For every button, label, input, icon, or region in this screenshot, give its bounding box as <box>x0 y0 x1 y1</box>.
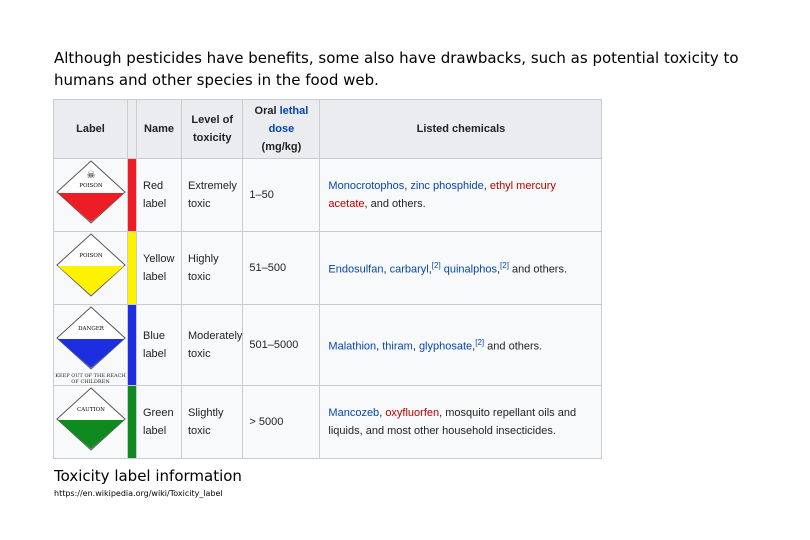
lethal-dose-value: 501–5000 <box>243 305 320 386</box>
chemical-link[interactable]: Malathion <box>328 340 377 353</box>
toxicity-diamond-icon <box>55 386 127 452</box>
label-name: Green label <box>137 386 182 459</box>
chemical-text: and others. <box>484 340 543 353</box>
header-label: Label <box>54 100 128 159</box>
chemical-text: , <box>404 180 411 192</box>
table-row <box>54 305 602 386</box>
chemical-link[interactable]: Monocrotophos <box>328 180 405 192</box>
toxicity-diamond-icon <box>55 159 127 225</box>
caption: Toxicity label information <box>54 467 242 485</box>
header-dose <box>243 100 320 159</box>
header-chemicals: Listed chemicals <box>320 100 602 159</box>
color-stripe <box>128 159 137 232</box>
label-name: Blue label <box>137 305 182 386</box>
chemical-link[interactable]: zinc phosphide <box>410 180 484 192</box>
chemical-text: , <box>412 340 419 353</box>
toxicity-level: Highly toxic <box>182 232 243 305</box>
table-header-row <box>54 100 602 159</box>
diamond-color-fill <box>58 420 124 449</box>
table-row <box>54 386 602 459</box>
citation-link[interactable]: [2] <box>431 261 441 271</box>
chemical-text: and others. <box>508 263 568 276</box>
chemical-link[interactable]: carbaryl <box>389 263 429 276</box>
listed-chemicals <box>320 232 602 305</box>
header-level: Level of toxicity <box>182 100 243 159</box>
diamond-color-fill <box>58 266 124 295</box>
toxicity-level: Moderately toxic <box>182 305 243 386</box>
intro-paragraph: Although pesticides have benefits, some also have drawbacks, such as potential toxicity to humans and other species in the food web. <box>54 49 739 89</box>
chemical-link[interactable]: quinalphos <box>443 263 497 276</box>
header-name: Name <box>137 100 182 159</box>
label-cell <box>54 159 128 232</box>
diamond-label-text: POISON <box>78 253 103 259</box>
diamond-note: KEEP OUT OF THE REACH OF CHILDREN <box>55 373 126 385</box>
diamond-color-fill <box>58 193 124 222</box>
header-dose-unit: (mg/kg) <box>261 141 302 153</box>
table-row <box>54 159 602 232</box>
header-dose-prefix: Oral <box>254 105 280 117</box>
chemical-link[interactable]: Endosulfan <box>328 263 384 276</box>
toxicity-level: Extremely toxic <box>182 159 243 232</box>
header-stripe <box>128 100 137 159</box>
chemical-text: , and others. <box>364 198 426 210</box>
diamond-label-text: DANGER <box>77 326 104 332</box>
toxicity-level: Slightly toxic <box>182 386 243 459</box>
listed-chemicals <box>320 386 602 459</box>
label-cell <box>54 305 128 386</box>
lethal-dose-value: 51–500 <box>243 232 320 305</box>
label-cell <box>54 232 128 305</box>
listed-chemicals <box>320 159 602 232</box>
diamond-label-text: CAUTION <box>76 407 105 413</box>
chemical-text: , <box>383 263 390 276</box>
source-url[interactable]: https://en.wikipedia.org/wiki/Toxicity_label <box>54 489 223 498</box>
lethal-dose-link[interactable]: lethal dose <box>268 105 309 135</box>
chemical-text: , <box>376 340 383 353</box>
chemical-link[interactable]: oxyfluorfen <box>385 407 440 419</box>
chemical-text: , <box>379 407 386 419</box>
toxicity-table <box>53 99 602 459</box>
label-cell <box>54 386 128 459</box>
citation-link[interactable]: [2] <box>500 261 509 271</box>
chemical-link[interactable]: Mancozeb <box>328 407 380 419</box>
chemical-link[interactable]: ethyl mercury acetate <box>328 180 556 210</box>
chemical-text: , <box>472 340 476 353</box>
color-stripe <box>128 232 137 305</box>
chemical-text: , <box>428 263 432 276</box>
diamond-label-text: POISON <box>78 183 103 189</box>
color-stripe <box>128 305 137 386</box>
diamond-color-fill <box>58 339 124 368</box>
label-name: Yellow label <box>137 232 182 305</box>
chemical-link[interactable]: thiram <box>382 340 413 353</box>
chemical-text: , mosquito repellant oils and liquids, and most other household insecticides. <box>328 407 577 437</box>
label-name: Red label <box>137 159 182 232</box>
listed-chemicals <box>320 305 602 386</box>
lethal-dose-value: 1–50 <box>243 159 320 232</box>
skull-crossbones-icon: ☠ <box>86 170 95 181</box>
chemical-text: , <box>496 263 501 276</box>
toxicity-diamond-icon <box>55 232 127 298</box>
citation-link[interactable]: [2] <box>475 338 485 348</box>
lethal-dose-value: > 5000 <box>243 386 320 459</box>
toxicity-diamond-icon <box>55 305 127 371</box>
chemical-link[interactable]: glyphosate <box>418 340 473 353</box>
chemical-text: , <box>483 180 490 192</box>
table-row <box>54 232 602 305</box>
color-stripe <box>128 386 137 459</box>
